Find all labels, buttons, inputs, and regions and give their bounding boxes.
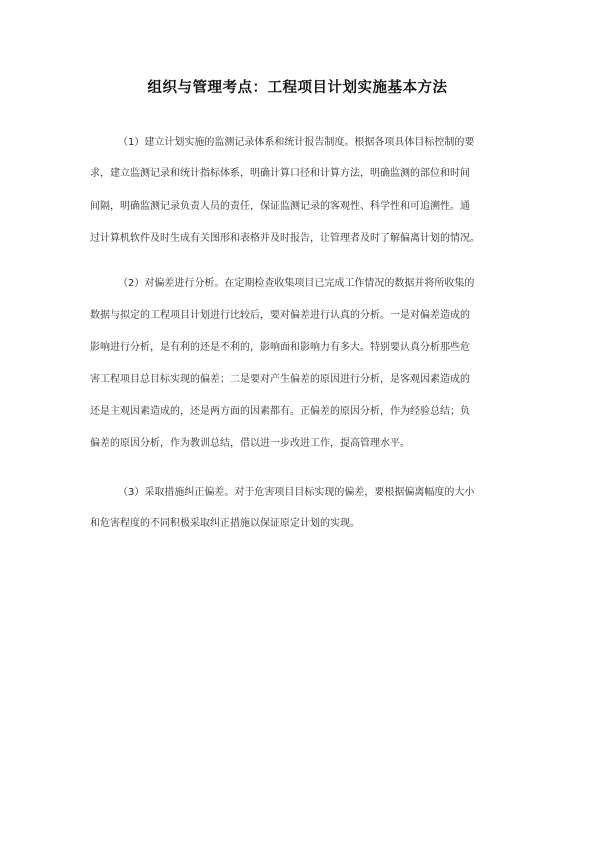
paragraph-line: 数据与拟定的工程项目计划进行比较后，要对偏差进行认真的分析。一是对偏差造成的 [90, 310, 470, 321]
paragraph-line: 求，建立监测记录和统计指标体系，明确计算口径和计算方法，明确监测的部位和时间 [90, 168, 470, 179]
paragraph-line: 还是主观因素造成的，还是两方面的因素都有。正偏差的原因分析，作为经验总结；负 [90, 406, 470, 417]
paragraph-line: （3）采取措施纠正偏差。对于危害项目目标实现的偏差，要根据偏离幅度的大小 [118, 487, 475, 498]
paragraph-line: （1）建立计划实施的监测记录体系和统计报告制度。根据各项具体目标控制的要 [118, 137, 475, 148]
paragraph-line: 和危害程度的不同积极采取纠正措施以保证原定计划的实现。 [90, 518, 360, 529]
paragraph-line: 害工程项目总目标实现的偏差；二是要对产生偏差的原因进行分析，是客观因素造成的 [90, 374, 470, 385]
paragraph-line: （2）对偏差进行分析。在定期检查收集项目已完成工作情况的数据并将所收集的 [118, 278, 475, 289]
paragraph-line: 影响进行分析，是有利的还是不利的，影响面和影响力有多大。特别要认真分析那些危 [90, 342, 470, 353]
paragraph-line: 过计算机软件及时生成有关图形和表格并及时报告，让管理者及时了解偏离计划的情况。 [90, 233, 480, 244]
paragraph-line: 间隔，明确监测记录负责人员的责任，保证监测记录的客观性、科学性和可追溯性。通 [90, 201, 470, 212]
page-title: 组织与管理考点：工程项目计划实施基本方法 [147, 80, 448, 96]
paragraph-line: 偏差的原因分析，作为教训总结，借以进一步改进工作，提高管理水平。 [90, 438, 410, 449]
